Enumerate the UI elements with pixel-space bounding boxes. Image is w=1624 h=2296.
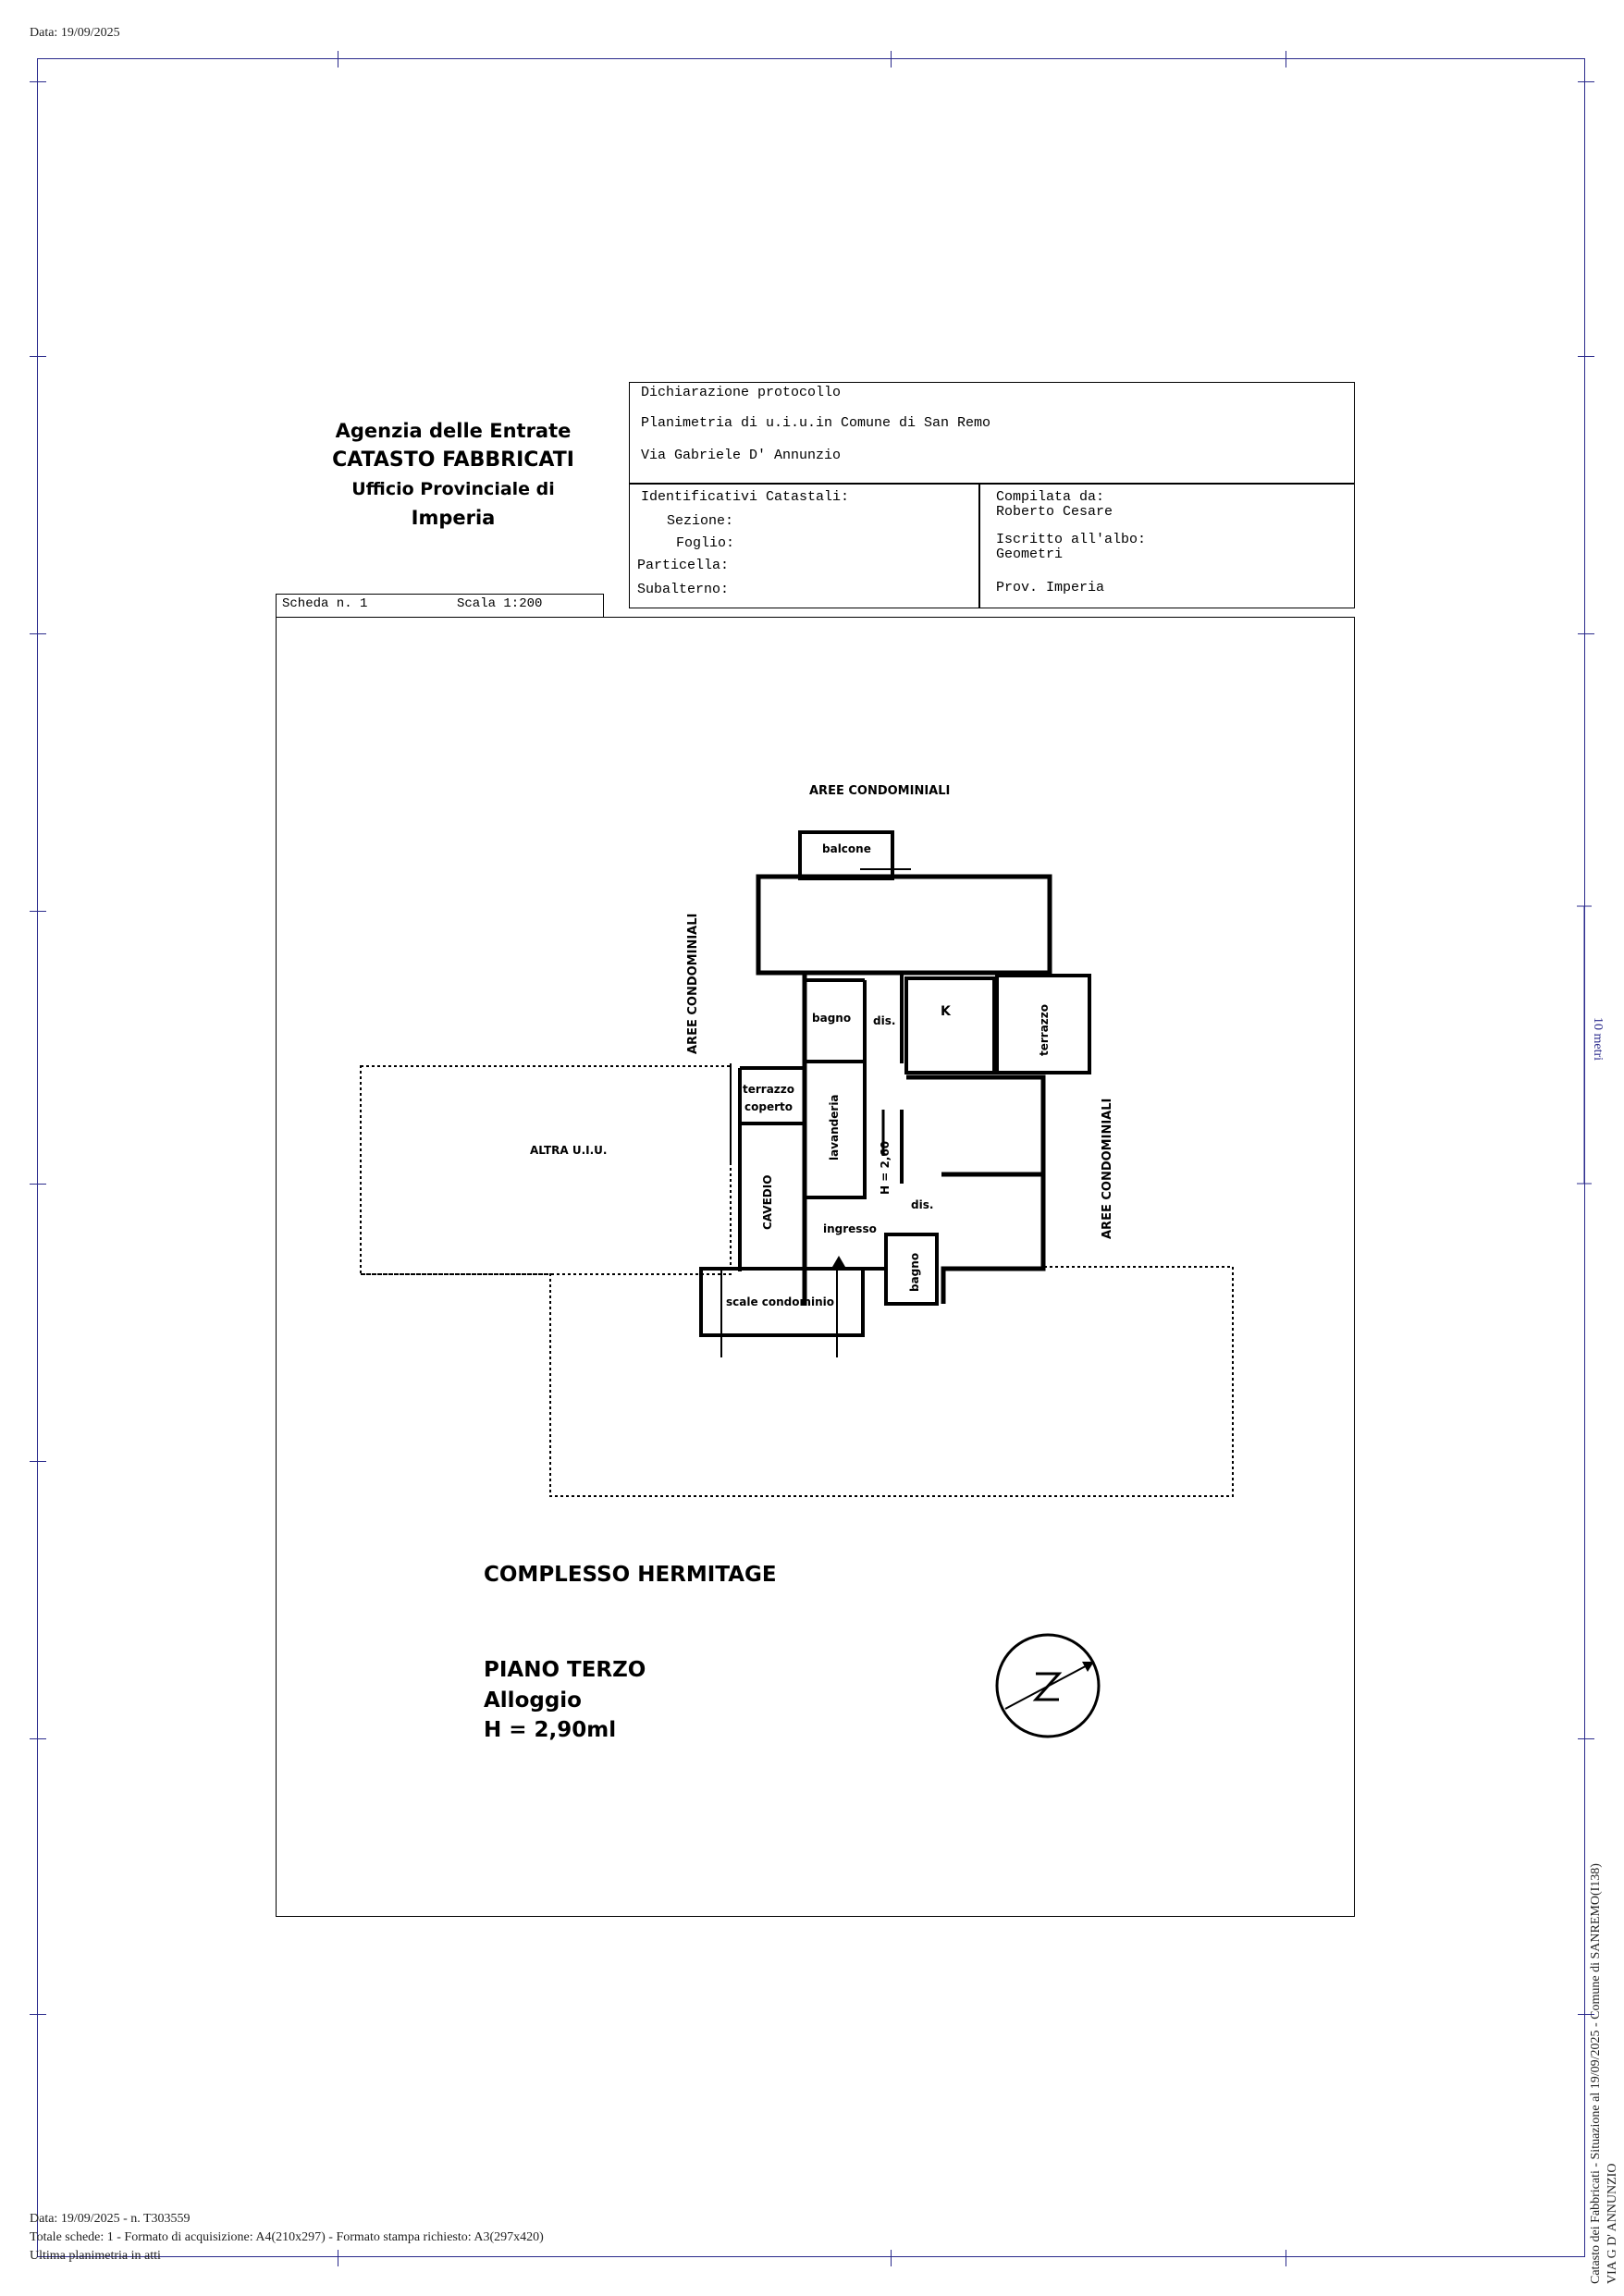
- footer-line1: Data: 19/09/2025 - n. T303559: [30, 2212, 191, 2226]
- piano-title: PIANO TERZO: [484, 1658, 646, 1682]
- label-bagno-2: bagno: [908, 1252, 921, 1292]
- cavedio-walls: [740, 1068, 803, 1271]
- label-terrazzo: terrazzo: [1038, 1003, 1051, 1056]
- label-terrazzo-coperto-2: coperto: [744, 1100, 793, 1113]
- label-terrazzo-coperto-1: terrazzo: [743, 1083, 795, 1096]
- label-bagno-1: bagno: [812, 1012, 852, 1025]
- altra-uiu-outline: [361, 1066, 731, 1274]
- label-scale-condominio: scale condominio: [726, 1295, 835, 1308]
- compilata-name: Roberto Cesare: [996, 504, 1113, 520]
- north-compass: [997, 1635, 1099, 1737]
- altezza-label: H = 2,90ml: [484, 1718, 617, 1742]
- declaration-title: Dichiarazione protocollo: [641, 385, 842, 400]
- particella-label: Particella:: [637, 558, 730, 573]
- side-note-line1: Catasto dei Fabbricati - Situazione al 19/09/2025 - Comune di SANREMO(I138): [1589, 1863, 1603, 2284]
- iscritto-label: Iscritto all'albo:: [996, 532, 1147, 547]
- label-aree-right: AREE CONDOMINIALI: [1101, 1098, 1114, 1239]
- header-date: Data: 19/09/2025: [30, 26, 120, 40]
- planimetria-text: Planimetria di u.i.u.in Comune di San Remo: [641, 415, 991, 431]
- agency-name: Agenzia delle Entrate: [335, 420, 572, 442]
- compilata-label: Compilata da:: [996, 489, 1105, 505]
- address-text: Via Gabriele D' Annunzio: [641, 448, 842, 463]
- label-ingresso: ingresso: [823, 1222, 877, 1235]
- footer-line3: Ultima planimetria in atti: [30, 2249, 161, 2263]
- label-balcone: balcone: [822, 842, 871, 855]
- label-h260: H = 2,60: [879, 1140, 892, 1195]
- scheda-label: Scheda n. 1: [282, 596, 368, 611]
- footer-line2: Totale schede: 1 - Formato di acquisizione: A4(210x297) - Formato stampa richiesto: A3(297x420): [30, 2230, 544, 2244]
- entrance-arrow: [832, 1256, 845, 1267]
- bedroom1-walls: [906, 1077, 1043, 1174]
- kitchen-walls: [906, 978, 994, 1073]
- label-dis-1: dis.: [873, 1014, 896, 1027]
- label-aree-left: AREE CONDOMINIALI: [686, 913, 700, 1054]
- balcone-walls: [800, 832, 892, 878]
- sezione-label: Sezione:: [667, 513, 734, 529]
- subalterno-label: Subalterno:: [637, 582, 730, 597]
- alloggio-label: Alloggio: [484, 1688, 582, 1713]
- label-lavanderia: lavanderia: [828, 1094, 841, 1160]
- iscritto-value: Geometri: [996, 546, 1064, 562]
- scale-bar-label: 10 metri: [1591, 1017, 1605, 1062]
- foglio-label: Foglio:: [676, 535, 735, 551]
- label-cavedio: CAVEDIO: [761, 1174, 774, 1230]
- label-kitchen: K: [941, 1004, 951, 1019]
- label-altra-uiu: ALTRA U.I.U.: [530, 1144, 608, 1157]
- identificativi-heading: Identificativi Catastali:: [641, 489, 850, 505]
- living-room-walls: [758, 877, 1050, 973]
- bedroom2-walls: [941, 1174, 1043, 1304]
- side-note-line2: VIA G D' ANNUNZIO: [1606, 2163, 1619, 2284]
- prov-label: Prov. Imperia: [996, 580, 1105, 595]
- ufficio-city: Imperia: [411, 507, 496, 529]
- ufficio-label: Ufficio Provinciale di: [351, 479, 555, 499]
- label-aree-top: AREE CONDOMINIALI: [809, 784, 951, 798]
- scala-label: Scala 1:200: [457, 596, 543, 611]
- label-dis-2: dis.: [911, 1198, 934, 1211]
- complesso-title: COMPLESSO HERMITAGE: [484, 1563, 777, 1587]
- catasto-title: CATASTO FABBRICATI: [332, 448, 574, 472]
